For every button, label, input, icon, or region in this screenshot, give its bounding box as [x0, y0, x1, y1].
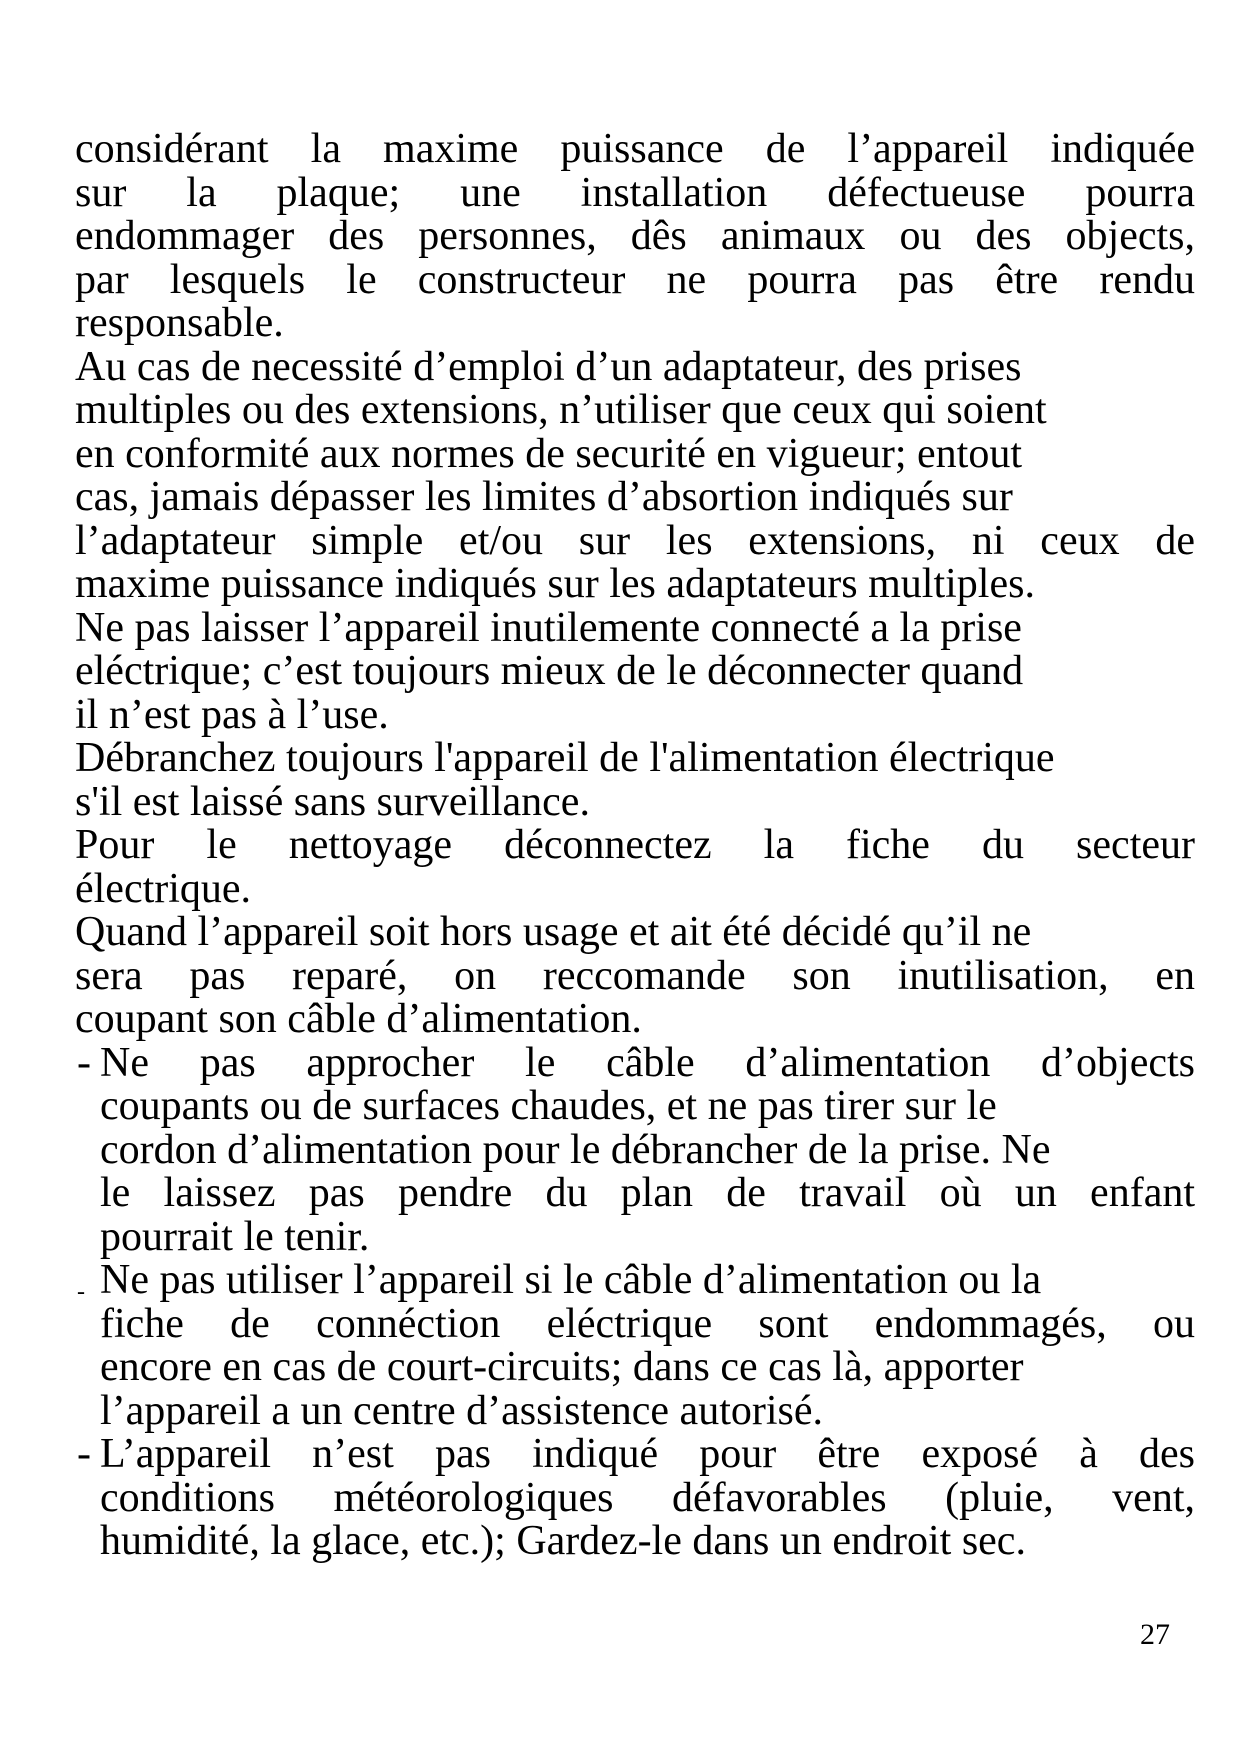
text-line: coupants ou de surfaces chaudes, et ne pas tirer sur le	[100, 1083, 997, 1129]
bullet-text	[100, 1039, 1195, 1260]
text-line: s'il est laissé sans surveillance.	[75, 778, 590, 825]
text-line: multiples ou des extensions, n’utiliser que ceux qui soient	[75, 387, 1047, 433]
text-line: Quand l’appareil soit hors usage et ait été décidé qu’il ne	[75, 909, 1032, 955]
text-line: pourrait le tenir.	[100, 1213, 370, 1260]
text-line: endommager des personnes, dês animaux ou des objects,	[75, 213, 1195, 259]
bullet-dash: -	[77, 1279, 85, 1305]
text-line: il n’est pas à l’use.	[75, 691, 389, 738]
text-line: eléctrique; c’est toujours mieux de le déconnecter quand	[75, 648, 1024, 694]
body-text	[75, 128, 1195, 1564]
text-line: conditions météorologiques défavorables (pluie, vent,	[100, 1474, 1195, 1521]
text-line: l’appareil a un centre d’assistence autorisé.	[100, 1387, 824, 1434]
text-line: le laissez pas pendre du plan de travail où un enfant	[100, 1170, 1195, 1216]
bullet-item	[75, 1259, 1195, 1433]
text-line: Ne pas approcher le câble d’alimentation d’objects	[100, 1039, 1195, 1086]
text-line: sur la plaque; une installation défectueuse pourra	[75, 169, 1195, 216]
text-line: en conformité aux normes de securité en vigueur; entout	[75, 430, 1023, 477]
bullet-text	[100, 1433, 1195, 1564]
text-line: fiche de connéction eléctrique sont endommagés, ou	[100, 1300, 1195, 1347]
bullet-item	[75, 1433, 1195, 1564]
text-line: encore en cas de court-circuits; dans ce cas là, apporter	[100, 1344, 1024, 1390]
bullet-text	[100, 1259, 1195, 1433]
text-line: par lesquels le constructeur ne pourra pas être rendu	[75, 256, 1195, 303]
bullet-dash: -	[77, 1039, 91, 1086]
text-line: électrique.	[75, 865, 252, 912]
bullet-item	[75, 1039, 1195, 1260]
text-line: Ne pas utiliser l’appareil si le câble d’alimentation ou la	[100, 1257, 1042, 1303]
text-line: responsable.	[75, 300, 284, 346]
paragraph	[75, 737, 1195, 824]
bullet-dash: -	[77, 1431, 91, 1477]
paragraph	[75, 343, 1195, 607]
page-number: 27	[1140, 1618, 1170, 1651]
text-line: cas, jamais dépasser les limites d’absortion indiqués sur	[75, 474, 1013, 520]
text-line: Au cas de necessité d’emploi d’un adaptateur, des prises	[75, 343, 1022, 390]
text-line: sera pas reparé, on reccomande son inutilisation, en	[75, 952, 1195, 999]
text-line: Débranchez toujours l'appareil de l'alimentation électrique	[75, 735, 1055, 781]
text-line: coupant son câble d’alimentation.	[75, 996, 642, 1042]
text-line: L’appareil n’est pas indiqué pour être exposé à des	[100, 1431, 1195, 1477]
paragraph	[75, 604, 1195, 738]
text-line: Pour le nettoyage déconnectez la fiche du secteur	[75, 822, 1195, 868]
text-line: maxime puissance indiqués sur les adaptateurs multiples.	[75, 561, 1035, 607]
text-line: considérant la maxime puissance de l’appareil indiquée	[75, 126, 1195, 172]
text-line: humidité, la glace, etc.); Gardez-le dans un endroit sec.	[100, 1518, 1026, 1564]
text-line: Ne pas laisser l’appareil inutilemente connecté a la prise	[75, 604, 1022, 651]
paragraph	[75, 824, 1195, 911]
text-line: l’adaptateur simple et/ou sur les extensions, ni ceux de	[75, 517, 1195, 564]
text-line: cordon d’alimentation pour le débrancher de la prise. Ne	[100, 1126, 1051, 1173]
paragraph	[75, 128, 1195, 346]
paragraph	[75, 911, 1195, 1042]
